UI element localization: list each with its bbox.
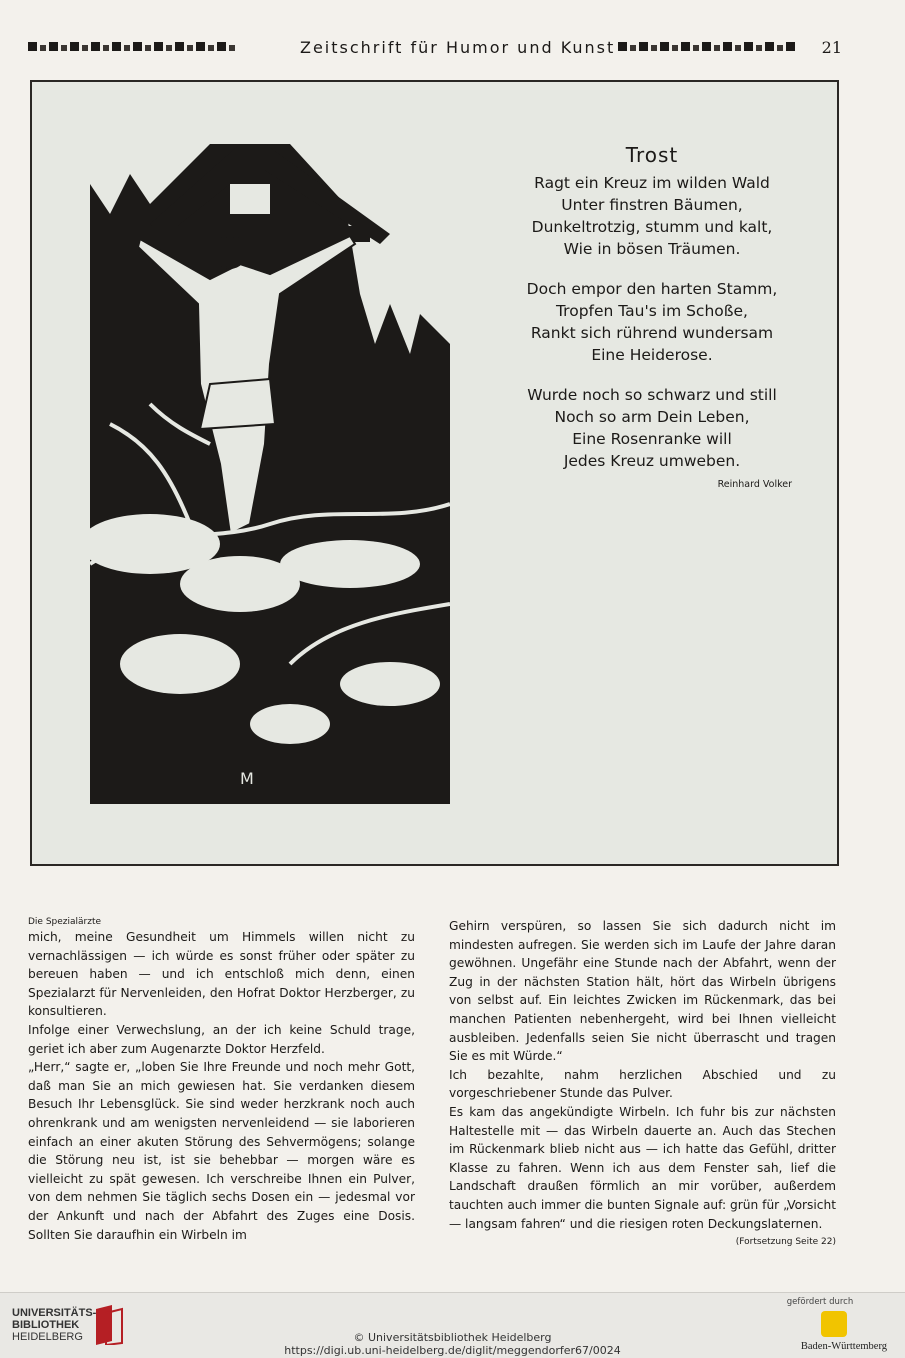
library-name-line: BIBLIOTHEK xyxy=(12,1319,80,1331)
poem-author: Reinhard Volker xyxy=(717,479,792,490)
poem-title: Trost xyxy=(625,143,679,167)
header-ornament-right xyxy=(618,42,795,54)
header-ornament-left xyxy=(28,42,235,54)
article-paragraph: mich, meine Gesundheit um Himmels willen nicht zu vernachlässigen — ich würde es sonst früher oder später zu bereuen haben — und ich entschloß mich denn, einen Spezialarzt für Nervenleiden, den Hofrat Doktor Herzberger, zu konsultieren. xyxy=(28,930,415,1019)
article-column-right xyxy=(449,917,836,1252)
poem-line: Rankt sich rührend wundersam xyxy=(530,324,774,342)
poem-line: Noch so arm Dein Leben, xyxy=(554,408,750,426)
poem xyxy=(502,144,802,496)
page-number: 21 xyxy=(821,38,842,57)
article-paragraph: Es kam das angekündigte Wirbeln. Ich fuhr bis zur nächsten Haltestelle mit — das Wirbeln dauerte an. Auch das Stechen im Rückenmark blieb nicht aus — ich hatte das Gefühl, dritter Klasse zu fahren. Wenn ich aus dem Fenster sah, lief die Landschaft draußen förmlich an mir vorüber, außerdem tauchten auch immer die bunten Signale auf: grün für „Vorsicht — langsam fahren“ und die riesigen roten Deckungslaternen. xyxy=(449,1104,836,1231)
poem-line: Eine Heiderose. xyxy=(591,346,713,364)
poem-stanza xyxy=(502,278,802,366)
poem-line: Jedes Kreuz umweben. xyxy=(563,452,741,470)
poem-line: Wie in bösen Träumen. xyxy=(563,240,741,258)
article-paragraph: Ich bezahlte, nahm herzlichen Abschied und zu vorgeschriebener Stunde das Pulver. xyxy=(449,1067,836,1101)
copyright-text: © Universitätsbibliothek Heidelberg xyxy=(353,1331,552,1344)
article-paragraph: Infolge einer Verwechslung, an der ich keine Schuld trage, geriet ich aber zum Augenarzte Doktor Herzfeld. xyxy=(28,1022,415,1056)
article-paragraph: Gehirn verspüren, so lassen Sie sich dadurch nicht im mindesten aufregen. Sie werden sich im Laufe der Jahre daran gewöhnen. Ungefähr eine Stunde nach der Abfahrt, wenn der Zug in der nächsten Station hält, hört das Wirbeln übrigens von selbst auf. Ein leichtes Zwicken im Rückenmark, das bei manchen Patienten nebenhergeht, wird bei Ihnen vielleicht ausbleiben. Jedenfalls seien Sie nicht überrascht und tragen Sie es mit Würde.“ xyxy=(449,919,836,1064)
funded-by-label: gefördert durch xyxy=(786,1297,854,1307)
baden-wuerttemberg-emblem-icon xyxy=(821,1311,847,1337)
article-caption: Die Spezialärzte xyxy=(28,917,102,927)
poem-line: Ragt ein Kreuz im wilden Wald xyxy=(534,174,770,192)
poem-stanza xyxy=(502,172,802,260)
poem-line: Dunkeltrotzig, stumm und kalt, xyxy=(531,218,773,236)
running-header xyxy=(28,38,842,60)
crucifix-illustration xyxy=(90,144,450,804)
poem-line: Doch empor den harten Stamm, xyxy=(526,280,778,298)
permalink[interactable]: https://digi.ub.uni-heidelberg.de/diglit/meggendorfer67/0024 xyxy=(284,1344,621,1357)
illustration-frame xyxy=(30,80,839,866)
article-column-left xyxy=(28,917,415,1244)
library-name-line: HEIDELBERG xyxy=(12,1331,83,1343)
continuation-note: (Fortsetzung Seite 22) xyxy=(735,1237,836,1248)
poem-stanza xyxy=(502,384,802,472)
poem-line: Eine Rosenranke will xyxy=(572,430,732,448)
poem-line: Wurde noch so schwarz und still xyxy=(527,386,777,404)
library-name-line: UNIVERSITÄTS- xyxy=(12,1307,97,1319)
artist-monogram: M xyxy=(240,769,254,788)
journal-title: Zeitschrift für Humor und Kunst xyxy=(300,38,616,57)
poem-line: Tropfen Tau's im Schoße, xyxy=(555,302,748,320)
funder-name[interactable]: Baden-Württemberg xyxy=(800,1341,887,1352)
poem-line: Unter finstren Bäumen, xyxy=(561,196,743,214)
article-paragraph: „Herr,“ sagte er, „loben Sie Ihre Freunde und noch mehr Gott, daß man Sie an mich gewiesen hat. Sie verdanken diesem Besuch Ihr Lebensglück. Sie sind weder herzkrank noch auch ohrenkrank und am wenigsten nervenleidend — sie laborieren einfach an einer akuten Störung des Sehvermögens; solange die Störung neu ist, ist sie behebbar — morgen wäre es vielleicht zu spät gewesen. Ich verschreibe Ihnen ein Pulver, von dem nehmen Sie täglich sechs Dosen ein — jedesmal vor der Ankunft und nach der Abfahrt des Zuges eine Dosis. Sollten Sie daraufhin ein Wirbeln im xyxy=(28,1060,415,1242)
copyright-notice xyxy=(0,1331,905,1357)
